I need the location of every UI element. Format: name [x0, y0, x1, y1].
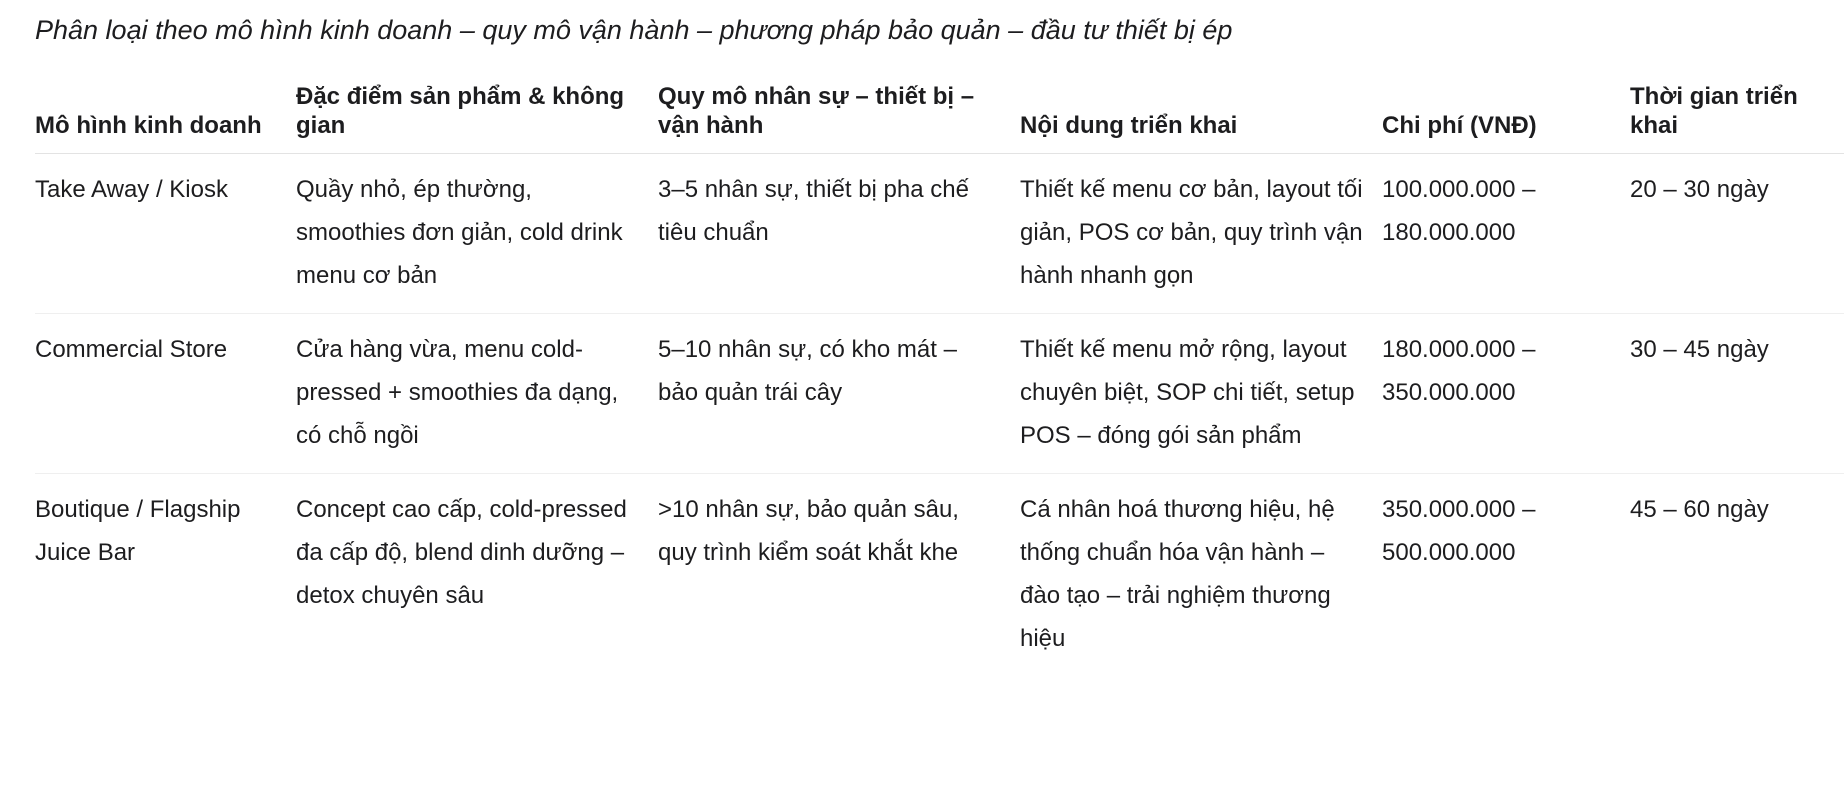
cell-implementation: Thiết kế menu mở rộng, layout chuyên biệt, SOP chi tiết, setup POS – đóng gói sản phẩm — [1020, 314, 1382, 474]
cell-product-space: Concept cao cấp, cold-pressed đa cấp độ, blend dinh dưỡng – detox chuyên sâu — [296, 496, 627, 609]
table-header-row — [35, 80, 1844, 154]
cell-cost: 350.000.000 – 500.000.000 — [1382, 496, 1536, 566]
column-header-duration: Thời gian triển khai — [1630, 80, 1844, 154]
column-header-cost: Chi phí (VNĐ) — [1382, 80, 1630, 154]
column-header-implementation: Nội dung triển khai — [1020, 80, 1382, 154]
table-row — [35, 474, 1844, 677]
column-header-staff-equipment: Quy mô nhân sự – thiết bị – vận hành — [658, 80, 1020, 154]
cell-duration: 45 – 60 ngày — [1630, 496, 1769, 523]
cell-cost: 100.000.000 – 180.000.000 — [1382, 154, 1630, 314]
cell-cost: 180.000.000 – 350.000.000 — [1382, 314, 1630, 474]
table-row — [35, 154, 1844, 314]
cell-business-model: Boutique / Flagship Juice Bar — [35, 496, 241, 566]
cell-staff-equipment: 5–10 nhân sự, có kho mát – bảo quản trái cây — [658, 314, 1020, 474]
cell-business-model: Take Away / Kiosk — [35, 154, 296, 314]
cell-business-model: Commercial Store — [35, 314, 296, 474]
cell-staff-equipment: >10 nhân sự, bảo quản sâu, quy trình kiểm soát khắt khe — [658, 496, 959, 566]
cell-implementation: Thiết kế menu cơ bản, layout tối giản, POS cơ bản, quy trình vận hành nhanh gọn — [1020, 154, 1382, 314]
business-model-table — [35, 80, 1844, 676]
cell-product-space: Quầy nhỏ, ép thường, smoothies đơn giản, cold drink menu cơ bản — [296, 154, 658, 314]
cell-implementation: Cá nhân hoá thương hiệu, hệ thống chuẩn hóa vận hành – đào tạo – trải nghiệm thương hiệu — [1020, 496, 1335, 652]
table-caption: Phân loại theo mô hình kinh doanh – quy mô vận hành – phương pháp bảo quản – đầu tư thiết bị ép — [35, 15, 1233, 45]
column-header-product-space: Đặc điểm sản phẩm & không gian — [296, 80, 658, 154]
cell-product-space: Cửa hàng vừa, menu cold-pressed + smoothies đa dạng, có chỗ ngồi — [296, 314, 658, 474]
cell-duration: 20 – 30 ngày — [1630, 154, 1844, 314]
column-header-business-model: Mô hình kinh doanh — [35, 80, 296, 154]
cell-staff-equipment: 3–5 nhân sự, thiết bị pha chế tiêu chuẩn — [658, 154, 1020, 314]
cell-duration: 30 – 45 ngày — [1630, 314, 1844, 474]
table-row — [35, 314, 1844, 474]
